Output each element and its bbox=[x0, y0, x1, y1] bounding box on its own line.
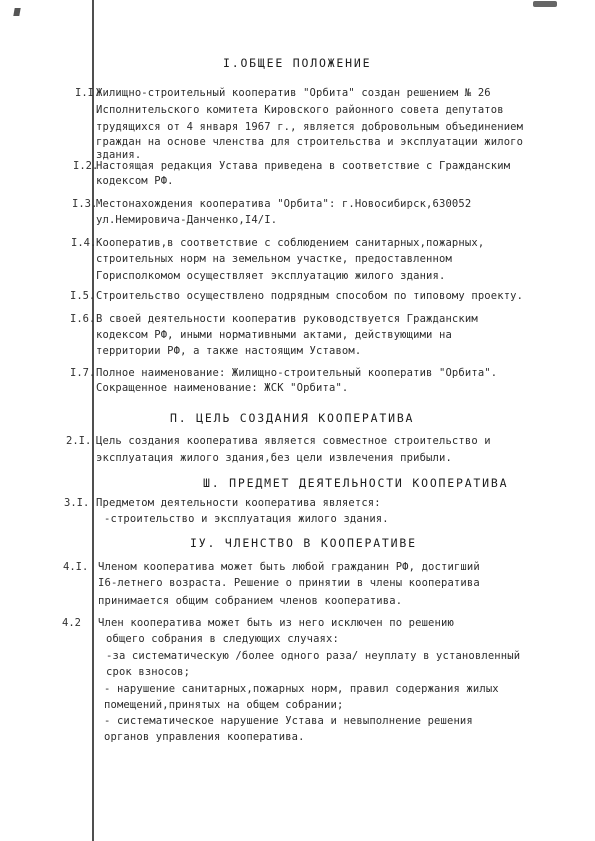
text-line: Жилищно-строительный кооператив "Орбита" создан решением № 26 bbox=[96, 87, 491, 99]
item-number: I.I. bbox=[75, 87, 101, 99]
item-number: 4.2 bbox=[62, 617, 81, 629]
text-line: Членом кооператива может быть любой гражданин РФ, достигший bbox=[98, 561, 480, 573]
item-number: 3.I. bbox=[64, 497, 90, 509]
text-line: территории РФ, а также настоящим Уставом. bbox=[96, 345, 362, 357]
text-line: Настоящая редакция Устава приведена в соответствие с Гражданским bbox=[96, 160, 511, 172]
item-number: I.7. bbox=[70, 367, 96, 379]
text-line: -строительство и эксплуатация жилого здания. bbox=[104, 513, 389, 525]
scan-mark-top-left bbox=[13, 8, 20, 16]
text-line: - систематическое нарушение Устава и невыполнение решения bbox=[104, 715, 473, 727]
text-line: здания. bbox=[96, 149, 142, 161]
text-line: Сокращенное наименование: ЖСК "Орбита". bbox=[96, 382, 349, 394]
item-number: I.3. bbox=[72, 198, 98, 210]
text-line: общего собрания в следующих случаях: bbox=[106, 633, 339, 645]
text-line: строительных норм на земельном участке, предоставленном bbox=[96, 253, 452, 265]
text-line: Кооператив,в соответствие с соблюдением санитарных,пожарных, bbox=[96, 237, 485, 249]
item-number: I.5. bbox=[70, 290, 96, 302]
text-line: -за систематическую /более одного раза/ неуплату в установленный bbox=[106, 650, 521, 662]
section-heading-general: I.ОБЩЕЕ ПОЛОЖЕНИЕ bbox=[223, 56, 372, 70]
item-number: I.4. bbox=[71, 237, 97, 249]
text-line: граждан на основе членства для строительства и эксплуатации жилого bbox=[96, 136, 524, 148]
text-line: кодексом РФ, иными нормативными актами, действующими на bbox=[96, 329, 452, 341]
text-line: Строительство осуществлено подрядным способом по типовому проекту. bbox=[96, 290, 524, 302]
text-line: срок взносов; bbox=[106, 666, 191, 678]
text-line: Предметом деятельности кооператива является: bbox=[96, 497, 381, 509]
text-line: Член кооператива может быть из него исключен по решению bbox=[98, 617, 454, 629]
text-line: ул.Немировича-Данченко,I4/I. bbox=[96, 214, 278, 226]
text-line: Горисполкомом осуществляет эксплуатацию жилого здания. bbox=[96, 270, 446, 282]
item-number: 4.I. bbox=[63, 561, 89, 573]
section-heading-subject: Ш. ПРЕДМЕТ ДЕЯТЕЛЬНОСТИ КООПЕРАТИВА bbox=[203, 476, 509, 490]
scan-mark-top-right bbox=[533, 1, 557, 7]
item-number: 2.I. bbox=[66, 435, 92, 447]
text-line: помещений,принятых на общем собрании; bbox=[104, 699, 344, 711]
text-line: органов управления кооператива. bbox=[104, 731, 305, 743]
text-line: Полное наименование: Жилищно-строительный кооператив "Орбита". bbox=[96, 367, 498, 379]
text-line: Местонахождения кооператива "Орбита": г.Новосибирск,630052 bbox=[96, 198, 472, 210]
item-number: I.2. bbox=[73, 160, 99, 172]
text-line: кодексом РФ. bbox=[96, 175, 174, 187]
item-number: I.6. bbox=[70, 313, 96, 325]
text-line: принимается общим собранием членов кооператива. bbox=[98, 595, 403, 607]
text-line: Цель создания кооператива является совместное строительство и bbox=[96, 435, 491, 447]
text-line: эксплуатация жилого здания,без цели извлечения прибыли. bbox=[96, 452, 452, 464]
text-line: Исполнительского комитета Кировского районного совета депутатов bbox=[96, 104, 504, 116]
section-heading-purpose: П. ЦЕЛЬ СОЗДАНИЯ КООПЕРАТИВА bbox=[170, 411, 415, 425]
text-line: I6-летнего возраста. Решение о принятии в члены кооператива bbox=[98, 577, 480, 589]
text-line: В своей деятельности кооператив руководствуется Гражданским bbox=[96, 313, 478, 325]
section-heading-membership: IУ. ЧЛЕНСТВО В КООПЕРАТИВЕ bbox=[190, 536, 417, 550]
text-line: - нарушение санитарных,пожарных норм, правил содержания жилых bbox=[104, 683, 499, 695]
margin-line bbox=[92, 0, 94, 841]
text-line: трудящихся от 4 января 1967 г., является добровольным объединением bbox=[96, 121, 524, 133]
